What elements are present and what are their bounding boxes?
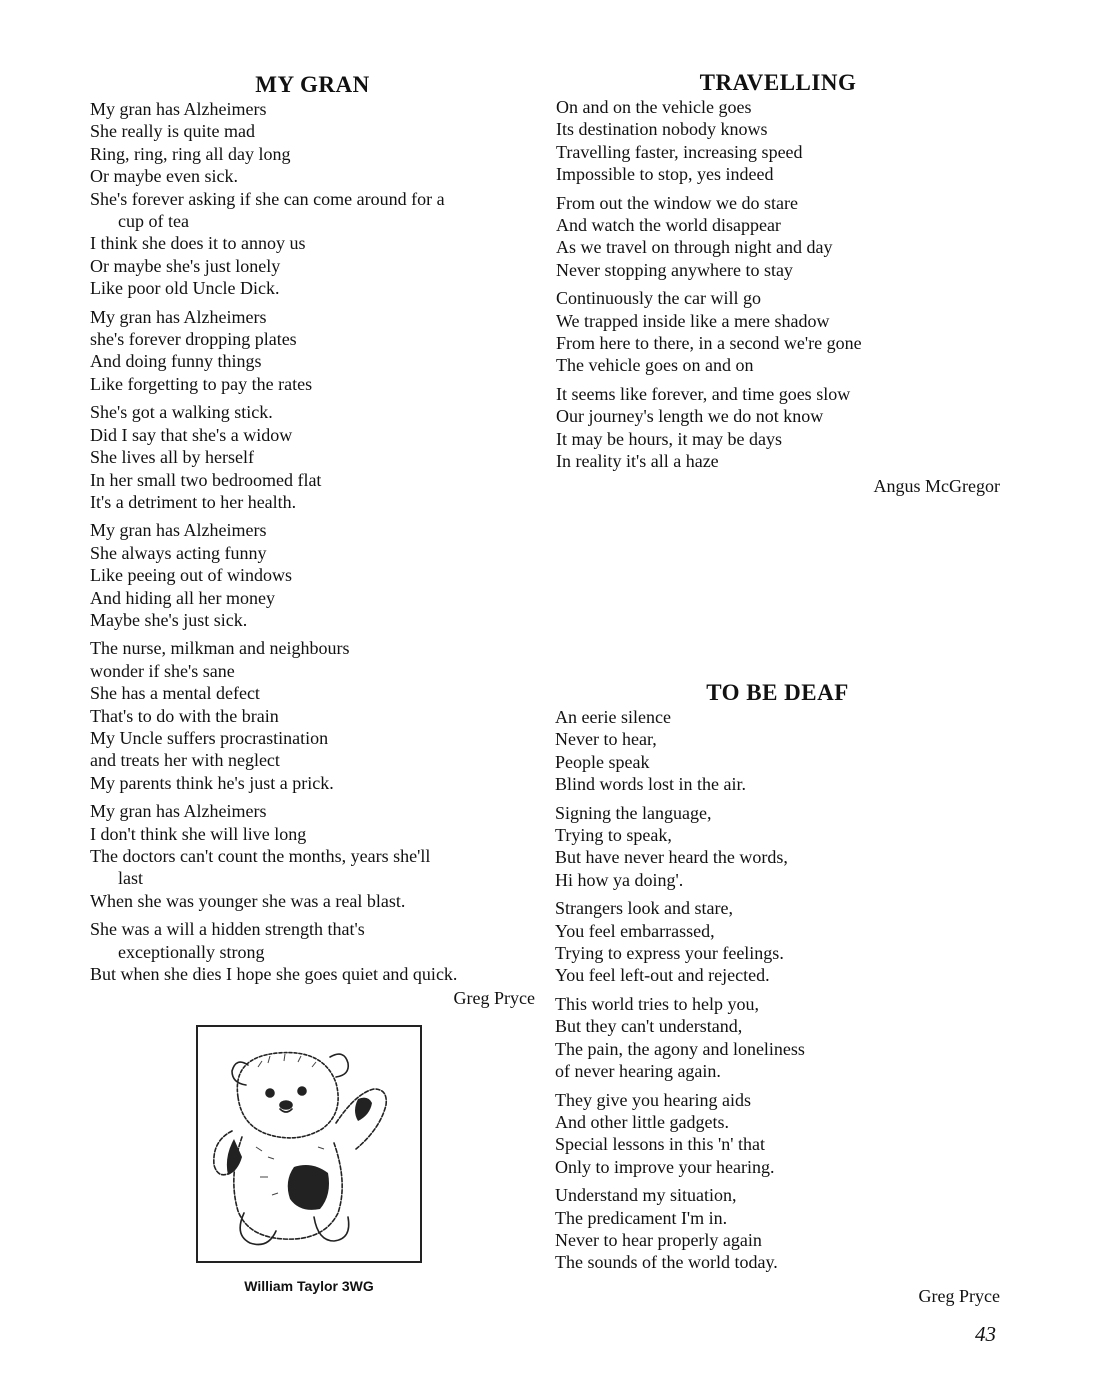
poem-line: The vehicle goes on and on [556,355,754,376]
poem-line: My gran has Alzheimers [90,520,267,541]
poem-line: Like poor old Uncle Dick. [90,278,280,299]
poem-line: An eerie silence [555,707,671,727]
stanza [90,306,535,396]
stanza [90,98,535,300]
teddy-bear-drawing-icon [198,1027,420,1261]
poem-line: From out the window we do stare [556,192,798,213]
poem-line: I don't think she will live long [90,823,307,844]
stanza [90,918,535,985]
stanza [556,383,1000,473]
poem-line: Or maybe she's just lonely [90,255,281,276]
poem-line: My gran has Alzheimers [90,801,267,822]
poem-line: You feel embarrassed, [555,920,715,941]
poem-line: Never stopping anywhere to stay [556,259,793,280]
poem-to-be-deaf [555,680,1000,1308]
poem-line: And hiding all her money [90,587,275,608]
poem-line: The pain, the agony and loneliness [555,1038,805,1059]
poem-line: You feel left-out and rejected. [555,965,770,986]
stanza [90,401,535,513]
poem-line: It may be hours, it may be days [556,428,782,449]
poem-author: Greg Pryce [453,988,535,1009]
poem-line: On and on the vehicle goes [556,97,752,117]
stanza [90,637,535,794]
poem-body [90,98,535,985]
poem-line: Our journey's length we do not know [556,406,824,427]
poem-line: And watch the world disappear [556,215,781,236]
poem-line: she's forever dropping plates [90,329,297,350]
teddy-bear-illustration [196,1025,422,1263]
poem-line: Impossible to stop, yes indeed [556,164,774,185]
poem-author: Angus McGregor [873,475,1000,496]
stanza [556,96,1000,186]
stanza [90,800,535,912]
poem-line: It seems like forever, and time goes slow [556,383,851,404]
poem-line: She has a mental defect [90,683,260,704]
poem-line: Only to improve your hearing. [555,1156,775,1177]
poem-line: Did I say that she's a widow [90,424,293,445]
poem-line: Hi how ya doing'. [555,869,684,890]
stanza [555,993,1000,1083]
page-number: 43 [975,1322,996,1346]
poem-line: The predicament I'm in. [555,1207,728,1228]
poem-line: My Uncle suffers procrastination [90,727,329,748]
poem-line: She's forever asking if she can come around for a [90,188,445,209]
illustration-caption: William Taylor 3WG [244,1278,374,1294]
poem-line: I think she does it to annoy us [90,233,306,254]
poem-line: Ring, ring, ring all day long [90,143,291,164]
poem-line: But when she dies I hope she goes quiet and quick. [90,964,458,985]
poem-my-gran [90,72,535,1010]
poem-travelling [556,70,1000,498]
poem-line: Never to hear, [555,729,657,750]
poem-line: And other little gadgets. [555,1111,729,1132]
stanza [555,897,1000,987]
poem-line: She lives all by herself [90,447,254,468]
stanza [556,287,1000,377]
poem-line: Understand my situation, [555,1185,737,1206]
poem-line: And doing funny things [90,351,262,372]
poem-body [556,96,1000,473]
poem-line: From here to there, in a second we're gone [556,333,862,354]
poem-line: Trying to speak, [555,825,672,846]
poem-line: Its destination nobody knows [556,119,768,140]
poem-line: Special lessons in this 'n' that [555,1134,765,1155]
poem-line: My gran has Alzheimers [90,306,267,327]
poem-line: We trapped inside like a mere shadow [556,310,830,331]
poem-title: TO BE DEAF [706,680,849,705]
poem-line: Never to hear properly again [555,1229,762,1250]
poem-line: Blind words lost in the air. [555,774,746,795]
poem-line: The sounds of the world today. [555,1252,778,1273]
stanza [555,802,1000,892]
poem-line: It's a detriment to her health. [90,491,297,512]
poem-line: cup of tea [118,211,189,232]
stanza [90,519,535,631]
poem-line: People speak [555,751,650,772]
poem-line: When she was younger she was a real blast. [90,890,406,911]
poem-title: TRAVELLING [699,70,857,95]
stanza [556,192,1000,282]
poem-line: Maybe she's just sick. [90,609,248,630]
poem-line: The nurse, milkman and neighbours [90,638,350,659]
poem-author: Greg Pryce [918,1285,1000,1306]
poem-line: My gran has Alzheimers [90,99,267,119]
poem-line: Like peeing out of windows [90,565,292,586]
poem-line: That's to do with the brain [90,705,279,726]
poem-line: Like forgetting to pay the rates [90,373,313,394]
poem-line: Signing the language, [555,802,712,823]
poem-line: My parents think he's just a prick. [90,772,334,793]
poem-line: Strangers look and stare, [555,898,733,919]
poem-line: But have never heard the words, [555,847,788,868]
poem-line: They give you hearing aids [555,1089,751,1110]
poem-line: wonder if she's sane [90,660,235,681]
poem-line: exceptionally strong [118,941,265,962]
poem-line: In her small two bedroomed flat [90,469,322,490]
poem-line: and treats her with neglect [90,750,280,771]
poem-line: The doctors can't count the months, years she'll [90,846,431,866]
stanza [555,706,1000,796]
poem-title: MY GRAN [255,72,370,97]
poem-line: She always acting funny [90,542,267,563]
poem-line: This world tries to help you, [555,993,759,1014]
poem-line: As we travel on through night and day [556,237,833,258]
stanza [555,1184,1000,1274]
poem-line: of never hearing again. [555,1061,721,1082]
poem-body [555,706,1000,1274]
poem-line: last [118,868,143,889]
poem-line: She's got a walking stick. [90,402,273,423]
poem-line: But they can't understand, [555,1016,743,1037]
stanza [555,1089,1000,1179]
poem-line: Continuously the car will go [556,288,761,309]
poem-line: Trying to express your feelings. [555,943,784,964]
poem-line: Travelling faster, increasing speed [556,141,803,162]
poem-line: Or maybe even sick. [90,166,238,187]
poem-line: In reality it's all a haze [556,451,719,472]
poem-line: She was a will a hidden strength that's [90,919,365,940]
poem-line: She really is quite mad [90,121,255,142]
